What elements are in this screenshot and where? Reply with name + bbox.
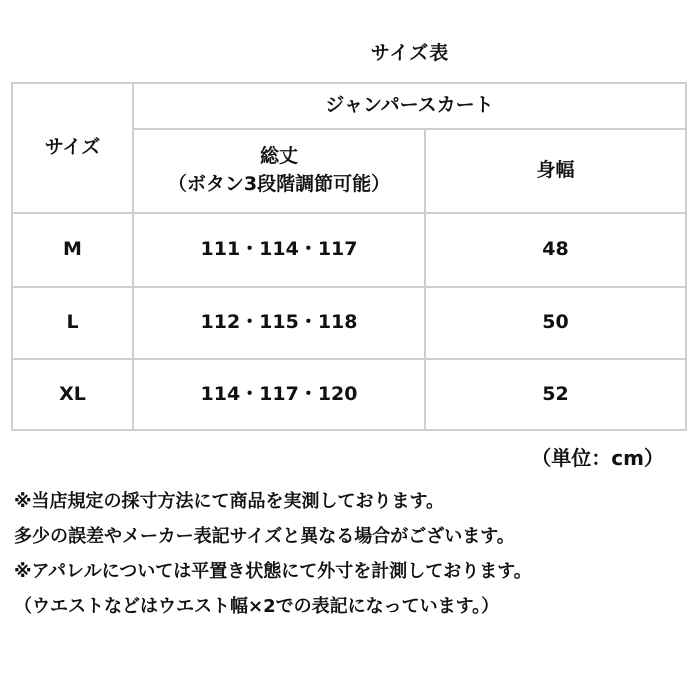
note-line: （ウエストなどはウエスト幅×2での表記になっています。） [14, 596, 500, 617]
header-group: ジャンパースカート [134, 84, 687, 130]
note-line: 多少の誤差やメーカー表記サイズと異なる場合がございます。 [14, 526, 515, 547]
header-size: サイズ [13, 84, 134, 214]
header-width: 身幅 [426, 130, 687, 214]
row-width: 48 [426, 214, 687, 288]
row-size: XL [13, 360, 134, 431]
header-length-label: 総丈 [259, 145, 298, 168]
page-title: サイズ表 [370, 42, 450, 64]
row-length: 114・117・120 [134, 360, 426, 431]
header-length-note: （ボタン3段階調節可能） [167, 173, 391, 195]
size-table [11, 82, 687, 431]
row-size: L [13, 288, 134, 360]
notes [14, 484, 694, 624]
row-width: 52 [426, 360, 687, 431]
row-width: 50 [426, 288, 687, 360]
row-length: 112・115・118 [134, 288, 426, 360]
note-line: ※アパレルについては平置き状態にて外寸を計測しております。 [14, 561, 532, 582]
row-size: M [13, 214, 134, 288]
header-length [134, 130, 426, 214]
note-line: ※当店規定の採寸方法にて商品を実測しております。 [14, 491, 445, 512]
unit-label: （単位：cm） [531, 446, 664, 470]
row-length: 111・114・117 [134, 214, 426, 288]
